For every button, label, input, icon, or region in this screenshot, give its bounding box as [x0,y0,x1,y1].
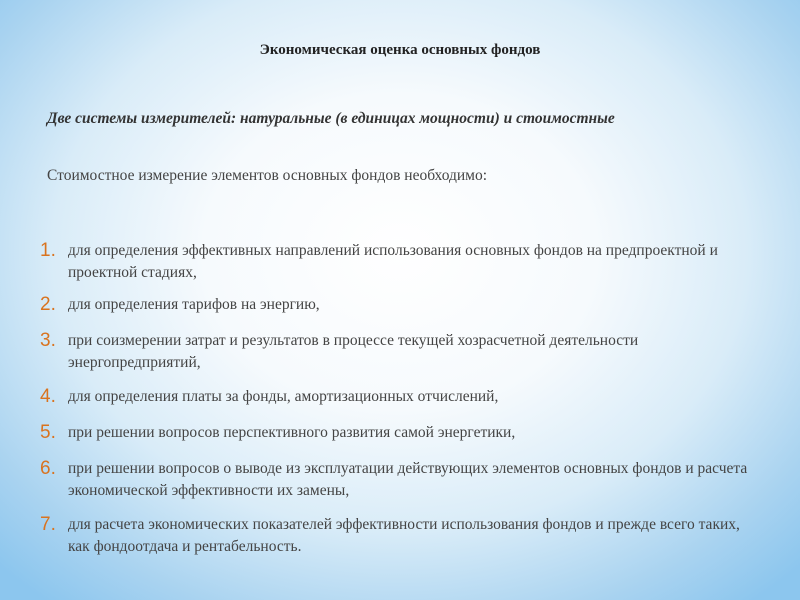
list-item [40,294,760,316]
list-number: 6. [40,458,56,479]
list-item-text: при соизмерении затрат и результатов в процессе текущей хозрасчетной деятельности энергопредприятий, [68,332,639,371]
slide-subtitle: Две системы измерителей: натуральные (в единицах мощности) и стоимостные [47,110,615,127]
numbered-list [40,240,760,558]
list-item-text: для определения эффективных направлений использования основных фондов на предпроектной и проектной стадиях, [68,242,718,281]
list-item [40,330,760,374]
list-item-text: при решении вопросов перспективного развития самой энергетики, [68,424,516,441]
list-item-text: для определения платы за фонды, амортизационных отчислений, [68,388,499,405]
list-item [40,458,760,502]
list-item [40,386,760,408]
list-number: 5. [40,422,56,443]
intro-text: Стоимостное измерение элементов основных фондов необходимо: [47,167,488,184]
list-item [40,422,760,444]
list-number: 2. [40,294,56,315]
list-item-text: для расчета экономических показателей эффективности использования фондов и прежде всего таких, как фондоотдача и рентабельность. [68,516,740,555]
list-item-text: для определения тарифов на энергию, [68,296,320,313]
list-item [40,514,760,558]
list-number: 1. [40,240,56,261]
list-number: 3. [40,330,56,351]
list-number: 4. [40,386,56,407]
list-item-text: при решении вопросов о выводе из эксплуатации действующих элементов основных фондов и расчета экономической эффективности их замены, [68,460,748,499]
list-number: 7. [40,514,56,535]
slide-title: Экономическая оценка основных фондов [259,42,541,58]
list-item [40,240,760,284]
